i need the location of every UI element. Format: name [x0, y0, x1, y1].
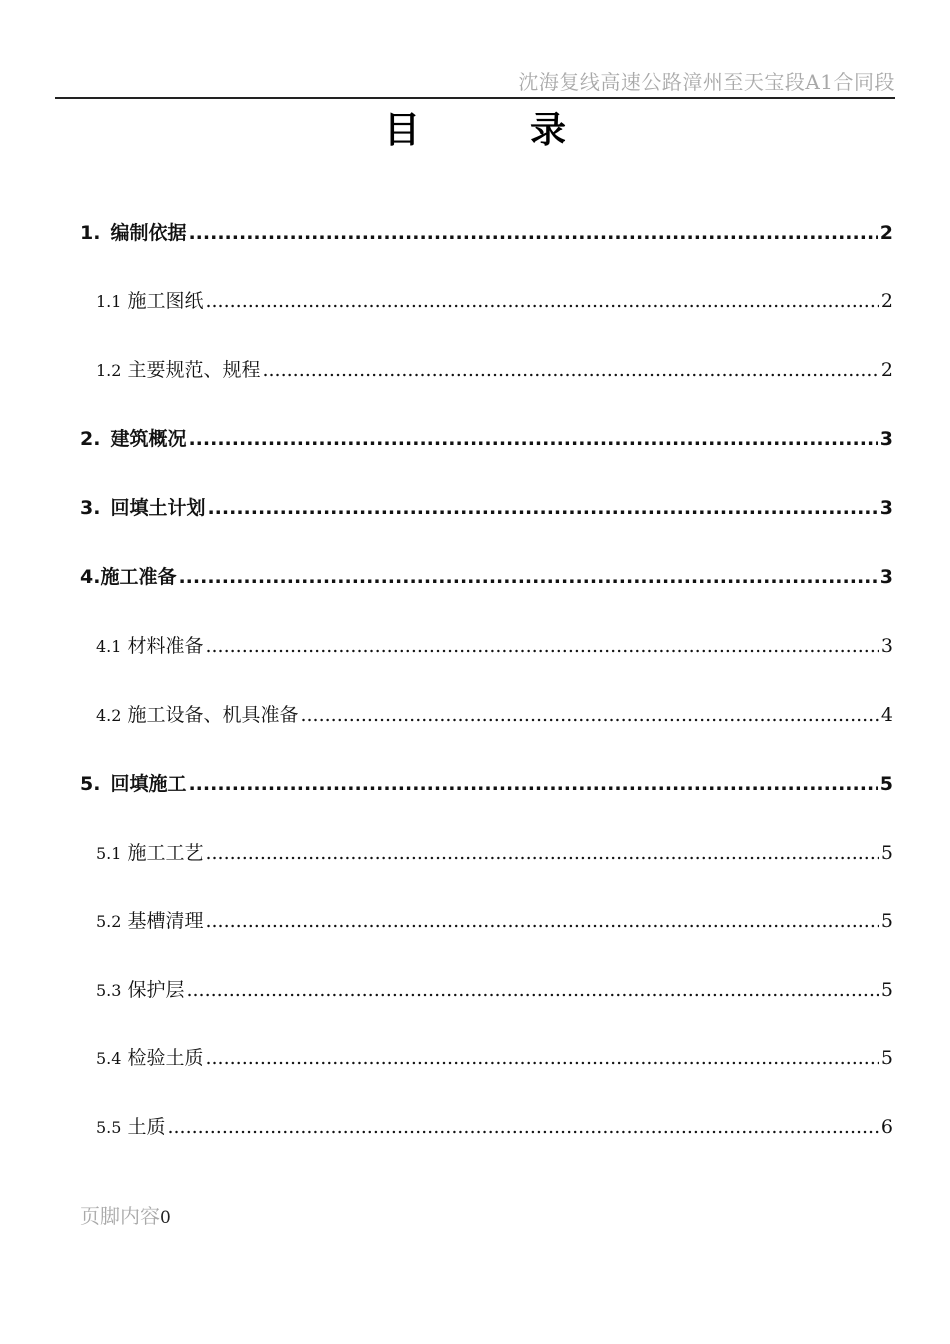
- toc-entry-label: 4.1 材料准备: [96, 635, 204, 657]
- dot-leader: [178, 568, 877, 587]
- dot-leader: [205, 292, 878, 311]
- toc-page-number: 3: [879, 566, 893, 588]
- dot-leader: [205, 637, 878, 656]
- toc-entry-label: 1. 编制依据: [80, 222, 187, 244]
- toc-page-number: 5: [880, 1047, 893, 1069]
- running-header: 沈海复线高速公路漳州至天宝段A1合同段: [518, 70, 895, 94]
- header-rule: [55, 97, 895, 99]
- toc-page-number: 4: [880, 704, 893, 726]
- toc-entry-label: 5.5 土质: [96, 1116, 166, 1138]
- dot-leader: [188, 430, 877, 449]
- page-title: [0, 102, 950, 150]
- footer-page-number: 0: [160, 1208, 171, 1228]
- toc-entry-label: 5. 回填施工: [80, 773, 187, 795]
- toc-page-number: 2: [880, 290, 893, 312]
- toc-entry[interactable]: [96, 700, 893, 730]
- toc-entry[interactable]: [80, 424, 893, 454]
- footer-label: 页脚内容: [80, 1204, 160, 1228]
- toc-entry-label: 5.2 基槽清理: [96, 910, 204, 932]
- toc-entry-label: 1.2 主要规范、规程: [96, 359, 261, 381]
- toc-page-number: 5: [880, 979, 893, 1001]
- toc-page-number: 3: [879, 497, 893, 519]
- dot-leader: [205, 912, 878, 931]
- toc-entry[interactable]: [80, 562, 893, 592]
- dot-leader: [205, 1049, 878, 1068]
- toc-entry[interactable]: [80, 218, 893, 248]
- toc-entry[interactable]: [96, 906, 893, 936]
- dot-leader: [186, 981, 878, 1000]
- toc-entry[interactable]: [96, 286, 893, 316]
- toc-page-number: 2: [879, 222, 893, 244]
- toc-page-number: 5: [879, 773, 893, 795]
- toc-entry[interactable]: [80, 769, 893, 799]
- toc-entry-label: 2. 建筑概况: [80, 428, 187, 450]
- dot-leader: [205, 844, 878, 863]
- toc-entry-label: 3. 回填土计划: [80, 497, 206, 519]
- dot-leader: [188, 775, 877, 794]
- title-char-1: 目: [383, 110, 420, 151]
- toc-entry[interactable]: [96, 1112, 893, 1142]
- dot-leader: [188, 224, 877, 243]
- toc-entry-label: 5.4 检验土质: [96, 1047, 204, 1069]
- toc-page-number: 5: [880, 910, 893, 932]
- toc-page-number: 3: [879, 428, 893, 450]
- dot-leader: [167, 1118, 878, 1137]
- toc-page-number: 5: [880, 842, 893, 864]
- toc-entry-label: 5.1 施工工艺: [96, 842, 204, 864]
- toc-entry-label: 4.2 施工设备、机具准备: [96, 704, 299, 726]
- dot-leader: [207, 499, 877, 518]
- toc-entry[interactable]: [96, 975, 893, 1005]
- toc-entry[interactable]: [96, 355, 893, 385]
- toc-entry-label: 5.3 保护层: [96, 979, 185, 1001]
- toc-page-number: 2: [880, 359, 893, 381]
- toc-entry[interactable]: [96, 838, 893, 868]
- toc-entry-label: 1.1 施工图纸: [96, 290, 204, 312]
- toc-entry[interactable]: [80, 493, 893, 523]
- dot-leader: [300, 706, 878, 725]
- running-footer: [80, 1200, 171, 1229]
- toc-entry[interactable]: [96, 631, 893, 661]
- toc-entry[interactable]: [96, 1043, 893, 1073]
- toc-page-number: 3: [880, 635, 893, 657]
- toc-page-number: 6: [880, 1116, 893, 1138]
- dot-leader: [262, 361, 878, 380]
- title-char-2: 录: [530, 110, 567, 151]
- toc-entry-label: 4.施工准备: [80, 566, 177, 588]
